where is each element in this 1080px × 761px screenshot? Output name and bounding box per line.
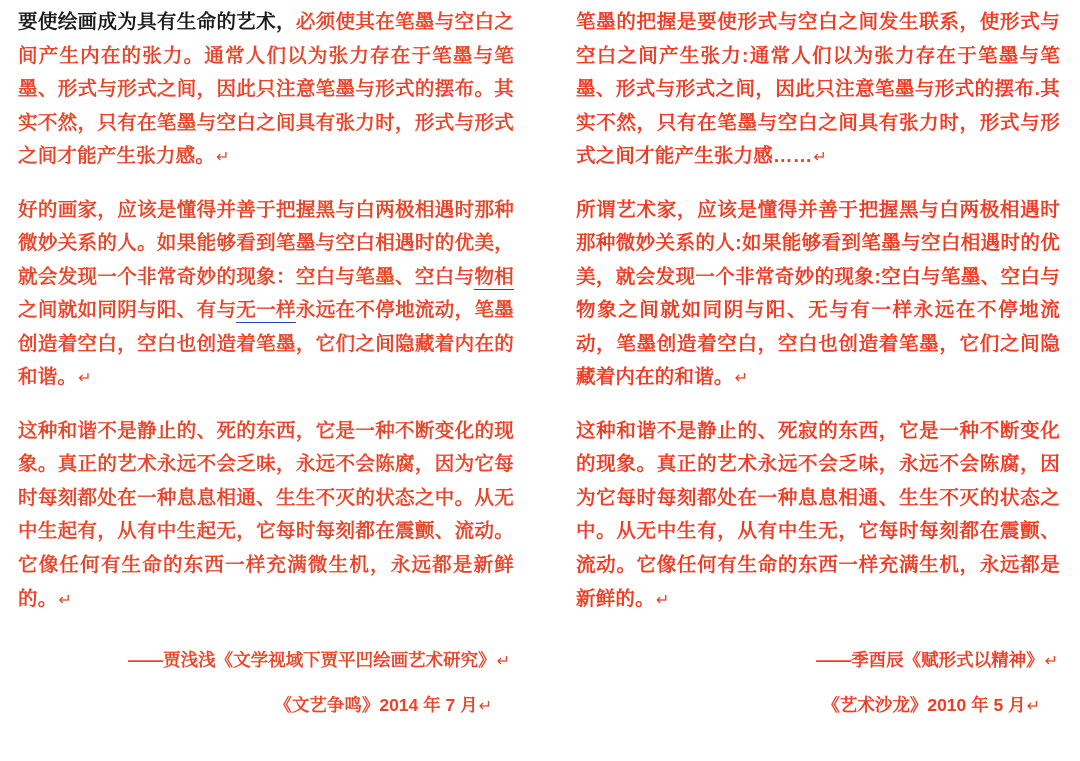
paragraph-mark: ↵ (655, 591, 670, 609)
paragraph-body: 笔墨的把握是要使形式与空白之间发生联系，使形式与空白之间产生张力:通常人们以为张力存在于笔墨与笔墨、形式与形式之间，因此只注意笔墨与形式的摆布.其实不然，只有在笔墨与空白之间具有张力时，形式与形式之间才能产生张力感…… (576, 11, 1060, 168)
paragraph (576, 6, 1060, 174)
paragraph-mark: ↵ (813, 149, 828, 167)
paragraph-mark: ↵ (496, 653, 510, 671)
paragraph-mark: ↵ (1026, 697, 1040, 715)
paragraph-mark: ↵ (78, 370, 92, 388)
paragraph (576, 415, 1060, 616)
source-prefix: ——季 (816, 650, 869, 671)
source-citation (576, 646, 1060, 675)
paragraph-body: 必须使其在笔墨与空白之间产生内在的张力。通常人们以为张力存在于笔墨与笔墨、形式与形式之间，因此只注意笔墨与形式的摆布。其实不然，只有在笔墨与空白之间具有张力时，形式与形式之间才能产生张力感。 (18, 11, 514, 168)
paragraph-body: 所谓艺术家，应该是懂得并善于把握黑与白两极相遇时那种微妙关系的人:如果能够看到笔墨与空白相遇时的优美，就会发现一个非常奇妙的现象:空白与笔墨、空白与物象之间就如同阴与阳、无与有一样永远在不停地流动，笔墨创造着空白，空白也创造着笔墨，它们之间隐藏着内在的和谐。 (576, 198, 1060, 389)
paragraph (18, 415, 514, 616)
paragraph-mark: ↵ (58, 591, 73, 609)
paragraph-mark: ↵ (216, 149, 230, 167)
underlined-term: 物相 (474, 265, 514, 288)
paragraph-body: 这种和谐不是静止的、死寂的东西，它是一种不断变化的现象。真正的艺术永远不会乏味，永远不会陈腐，因为它每时每刻都处在一种息息相通、生生不灭的状态之中。从无中生有，从有中生无，它每时每刻都在震颤、流动。它像任何有生命的东西一样充满生机，永远都是新鲜的。 (576, 419, 1060, 610)
paragraph-segment-c: 永远在不停地流动，笔墨创造着空白，空白也创造着笔墨，它们之间隐藏着内在的和谐。 (18, 299, 515, 389)
paragraph (18, 6, 514, 174)
paragraph-segment-a: 好的画家，应该是懂得并善于把握黑与白两极相遇时那种微妙关系的人。如果能够看到笔墨与空白相遇时的优美，就会发现一个非常奇妙的现象：空白与笔墨、空白与 (18, 198, 514, 288)
source-text: ——贾浅浅《文学视域下贾平凹绘画艺术研究》 (128, 650, 496, 671)
underlined-term-2: 无一样 (236, 299, 296, 322)
paragraph-segment-b: 之间就如同阴与阳、有与 (18, 299, 237, 322)
source-suffix: 辰《赋形式以精神》 (886, 650, 1044, 671)
source-journal (576, 691, 1060, 720)
paragraph-body: 这种和谐不是静止的、死的东西，它是一种不断变化的现象。真正的艺术永远不会乏味，永远不会陈腐，因为它每时每刻都处在一种息息相通、生生不灭的状态之中。从无中生起有，从有中生起无，它每时每刻都在震颤、流动。它像任何有生命的东西一样充满微生机，永远都是新鲜的。 (18, 419, 514, 610)
right-column (540, 6, 1070, 761)
left-column (10, 6, 540, 761)
source-journal-text: 《艺术沙龙》2010 年 5 月 (822, 694, 1026, 715)
paragraph-lead-black: 要使绘画成为具有生命的艺术， (18, 11, 296, 33)
source-journal (18, 691, 514, 720)
source-journal-text: 《文艺争鸣》2014 年 7 月 (274, 694, 478, 715)
paragraph (18, 194, 514, 395)
source-citation (18, 646, 514, 675)
paragraph-mark: ↵ (734, 370, 749, 388)
paragraph (576, 194, 1060, 395)
paragraph-mark: ↵ (478, 697, 492, 715)
spellcheck-word: 酉 (868, 650, 887, 671)
paragraph-mark: ↵ (1044, 653, 1058, 671)
